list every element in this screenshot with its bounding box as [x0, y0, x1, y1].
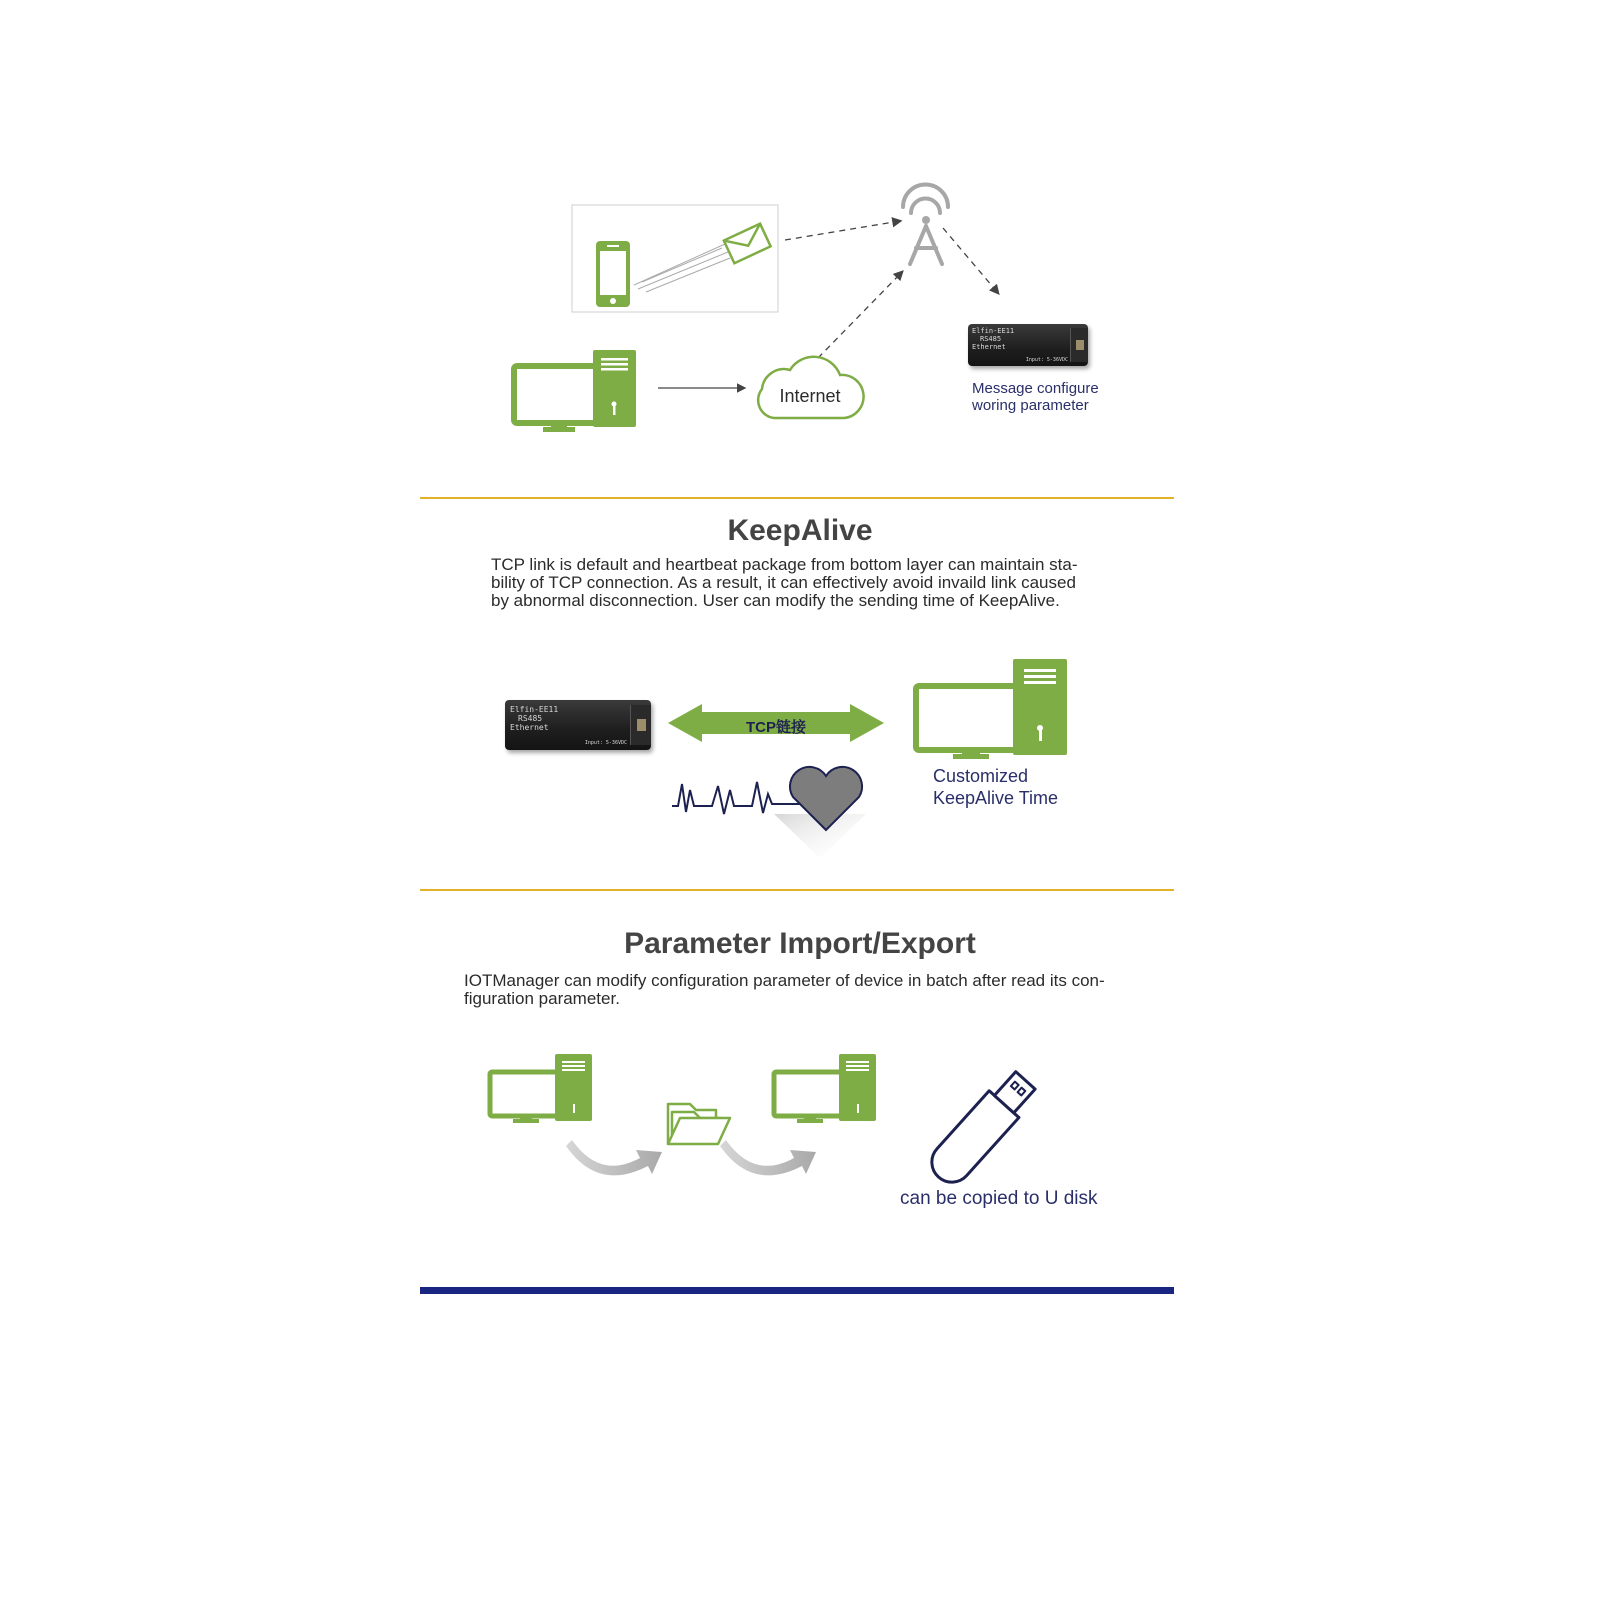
desktop-computer-icon	[916, 659, 1067, 759]
desktop-computer-icon	[514, 350, 636, 432]
ethernet-port	[1070, 328, 1088, 362]
device-caption: Message configure woring parameter	[972, 380, 1099, 414]
usb-caption: can be copied to U disk	[900, 1188, 1098, 1209]
keepalive-description: TCP link is default and heartbeat package from bottom layer can maintain sta- bility of TCP connection. As a result, it can effectively avoid invaild link caused by abnormal disconnection. User can modify the sending time of KeepAlive.	[491, 555, 1078, 610]
device-model-label: Elfin-EE11	[972, 327, 1015, 335]
bottom-divider	[420, 1287, 1174, 1294]
folder-icon	[668, 1104, 730, 1144]
internet-label: Internet	[779, 386, 841, 406]
section-divider	[420, 889, 1174, 891]
heart-icon	[774, 767, 866, 858]
tcp-link-label: TCP链接	[745, 719, 806, 736]
antenna-tower-icon	[903, 185, 948, 265]
device-line-2: Ethernet	[510, 723, 549, 732]
keepalive-caption: Customized KeepAlive Time	[933, 766, 1059, 808]
desktop-computer-icon	[490, 1054, 592, 1123]
heartbeat-icon	[672, 782, 800, 814]
ethernet-port	[630, 705, 651, 745]
device-line-2: Ethernet	[972, 343, 1006, 351]
param-export-title: Parameter Import/Export	[624, 927, 976, 960]
device-line-1: RS485	[980, 335, 1002, 343]
serial-server-device-image	[505, 700, 651, 750]
curved-arrow-icon	[720, 1140, 816, 1175]
param-export-description: IOTManager can modify configuration parameter of device in batch after read its con- figuration parameter.	[464, 971, 1105, 1008]
usb-drive-icon	[924, 1067, 1041, 1190]
smartphone-icon	[596, 241, 630, 307]
keepalive-title: KeepAlive	[727, 514, 873, 547]
serial-server-device-image	[968, 324, 1088, 366]
dashed-link-lines	[785, 221, 998, 358]
device-footer-label: Input: 5-36VDC	[584, 740, 627, 746]
desktop-computer-icon	[774, 1054, 876, 1123]
section-divider	[420, 497, 1174, 499]
device-line-1: RS485	[518, 714, 543, 723]
curved-arrow-icon	[566, 1140, 662, 1175]
device-model-label: Elfin-EE11	[510, 705, 559, 714]
device-footer-label: Input: 5-36VDC	[1025, 357, 1068, 363]
